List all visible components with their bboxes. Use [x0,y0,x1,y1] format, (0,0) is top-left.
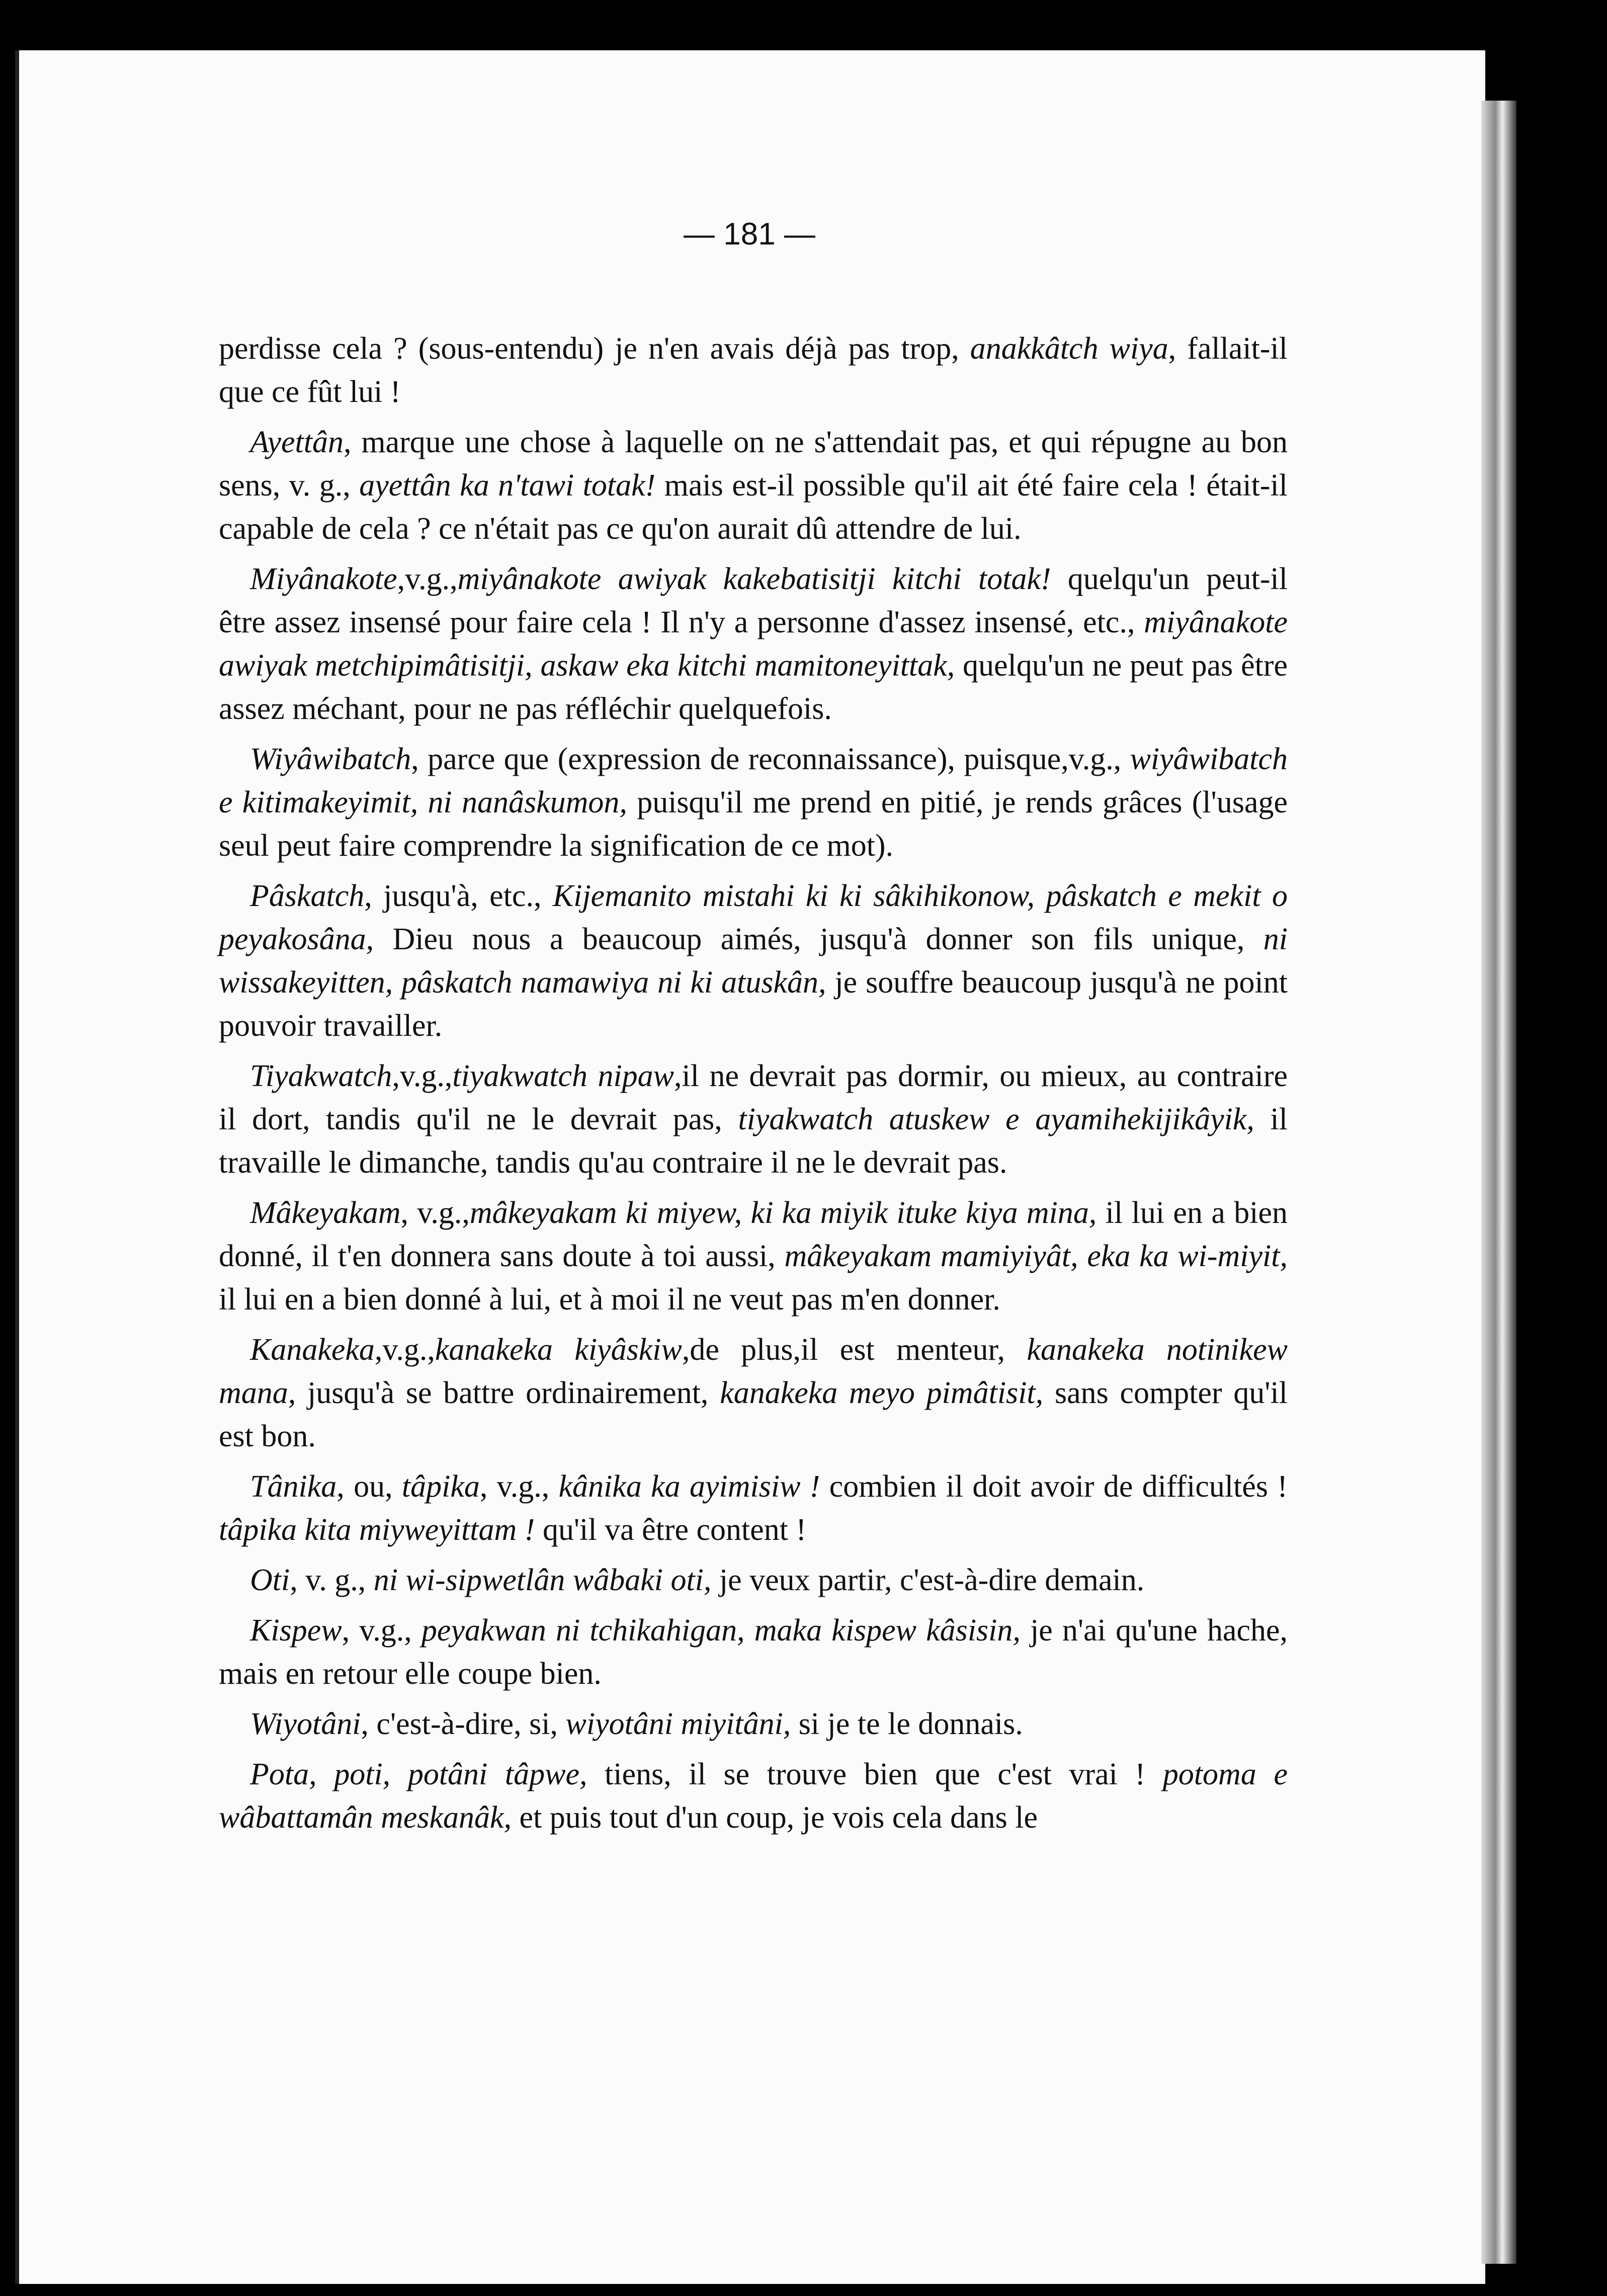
text-span: et puis tout d'un coup, je vois cela dans le [512,1800,1038,1835]
text-span: , marque une chose à laquelle on ne s'attendait pas, et qui répugne au bon sens, v. g., [219,425,1288,503]
cree-term: Kijemanito mistahi ki ki sâkihikonow, pâskatch e mekit o peyakosâna, [219,879,1288,956]
cree-term: Tiyakwatch [250,1059,392,1093]
paragraph [219,1702,1288,1746]
paragraph [219,1753,1288,1839]
cree-term: tâpika kita miyweyittam ! [219,1513,535,1547]
cree-term: tâpika [401,1469,480,1504]
cree-term: mâkeyakam ki miyew, ki ka miyik ituke kiya mina, [469,1196,1097,1230]
text-span: ,de plus,il est menteur, [682,1333,1027,1367]
cree-term: Miyânakote [250,562,397,596]
text-span: , v.g., [479,1469,559,1504]
text-span: , fallait-il que ce fût lui ! [219,332,1288,409]
cree-term: Kispew [250,1613,342,1648]
cree-term: ni wi-sipwetlân wâbaki oti, [373,1563,712,1597]
paragraph [219,1465,1288,1551]
cree-term: Tânika [250,1469,337,1504]
cree-term: Pâskatch [250,879,365,913]
text-span: tiens, il se trouve bien que c'est vrai ! [587,1757,1163,1791]
text-span: il lui en a bien donné, il t'en donnera sans doute à toi aussi, [219,1196,1288,1273]
text-span: qu'il va être content ! [535,1513,807,1547]
text-span: , v.g., [400,1196,470,1230]
cree-term: Mâkeyakam [250,1196,401,1230]
paragraph [219,1328,1288,1458]
cree-term: kânika ka ayimisiw ! [558,1469,820,1504]
paragraph [219,1191,1288,1321]
cree-term: tiyakwatch nipaw [452,1059,674,1093]
cree-term: Pota, poti, potâni tâpwe, [250,1757,587,1791]
cree-term: kanakeka notinikew mana, [219,1333,1288,1410]
cree-term: kanakeka kiyâskiw [435,1333,682,1367]
text-span: il lui en a bien donné à lui, et à moi il ne veut pas m'en donner. [219,1282,1000,1317]
text-span: je souffre beaucoup jusqu'à ne point pouvoir travailler. [219,965,1288,1043]
paragraph [219,874,1288,1047]
text-span: , v.g., [342,1613,421,1648]
text-span: quelqu'un peut-il être assez insensé pour faire cela ! Il n'y a personne d'assez insensé, etc., [219,562,1288,639]
cree-term: mâkeyakam mamiyiyât, eka ka wi-miyit, [784,1239,1288,1273]
cree-term: Wiyotâni [250,1707,361,1741]
paragraph [219,421,1288,550]
paragraph [219,1559,1288,1602]
cree-term: kanakeka meyo pimâtisit, [720,1376,1044,1410]
cree-term: wiyotâni miyitâni, [565,1707,791,1741]
text-span: mais est-il possible qu'il ait été faire cela ! était-il capable de cela ? ce n'était pas ce qu'on aurait dû attendre de lui. [219,468,1288,546]
cree-term: Oti [250,1563,290,1597]
text-span: il travaille le dimanche, tandis qu'au contraire il ne le devrait pas. [219,1102,1288,1180]
text-span: si je te le donnais. [791,1707,1023,1741]
text-span: puisqu'il me prend en pitié, je rends grâces (l'usage seul peut faire comprendre la signification de ce mot). [219,785,1288,863]
page-number: — 181 — [684,217,815,252]
cree-term: anakkâtch wiya [970,332,1168,366]
text-span: quelqu'un ne peut pas être assez méchant, pour ne pas réfléchir quelquefois. [219,648,1288,726]
cree-term: Wiyâwibatch [250,742,411,776]
text-span: ,v.g., [374,1333,435,1367]
cree-term: miyânakote awiyak kakebatisitji kitchi totak! [457,562,1051,596]
text-span: ,v.g., [392,1059,453,1093]
text-span: , ou, [336,1469,402,1504]
paragraph [219,327,1288,414]
paragraph [219,1054,1288,1184]
text-span: ,il ne devrait pas dormir, ou mieux, au contraire il dort, tandis qu'il ne le devrait pas, [219,1059,1288,1136]
cree-term: peyakwan ni tchikahigan, maka kispew kâsisin, [421,1613,1021,1648]
text-span: ,v.g., [397,562,458,596]
cree-term: Kanakeka [250,1333,375,1367]
body-text [219,327,1288,1846]
page-edge [1481,101,1516,2264]
text-span: perdisse cela ? (sous-entendu) je n'en avais déjà pas trop, [219,332,970,366]
cree-term: potoma e wâbattamân meskanâk, [219,1757,1288,1835]
cree-term: Ayettân [250,425,344,459]
text-span: sans compter qu'il est bon. [219,1376,1288,1453]
text-span: je n'ai qu'une hache, mais en retour elle coupe bien. [219,1613,1288,1691]
paragraph [219,557,1288,730]
text-span: Dieu nous a beaucoup aimés, jusqu'à donner son fils unique, [374,922,1263,956]
cree-term: miyânakote awiyak metchipimâtisitji, askaw eka kitchi mamitoneyittak, [219,605,1288,683]
text-span: , c'est-à-dire, si, [361,1707,566,1741]
text-span: , v. g., [290,1563,374,1597]
cree-term: ni wissakeyitten, pâskatch namawiya ni ki atuskân, [219,922,1288,1000]
text-span: jusqu'à se battre ordinairement, [296,1376,720,1410]
text-span: , parce que (expression de reconnaissance), puisque,v.g., [411,742,1130,776]
cree-term: tiyakwatch atuskew e ayamihekijikâyik, [738,1102,1254,1136]
text-span: combien il doit avoir de difficultés ! [820,1469,1288,1504]
cree-term: ayettân ka n'tawi totak! [359,468,656,503]
paragraph [219,1609,1288,1695]
text-span: , jusqu'à, etc., [364,879,553,913]
cree-term: wiyâwibatch e kitimakeyimit, ni nanâskumon, [219,742,1288,819]
paragraph [219,737,1288,867]
text-span: je veux partir, c'est-à-dire demain. [711,1563,1145,1597]
